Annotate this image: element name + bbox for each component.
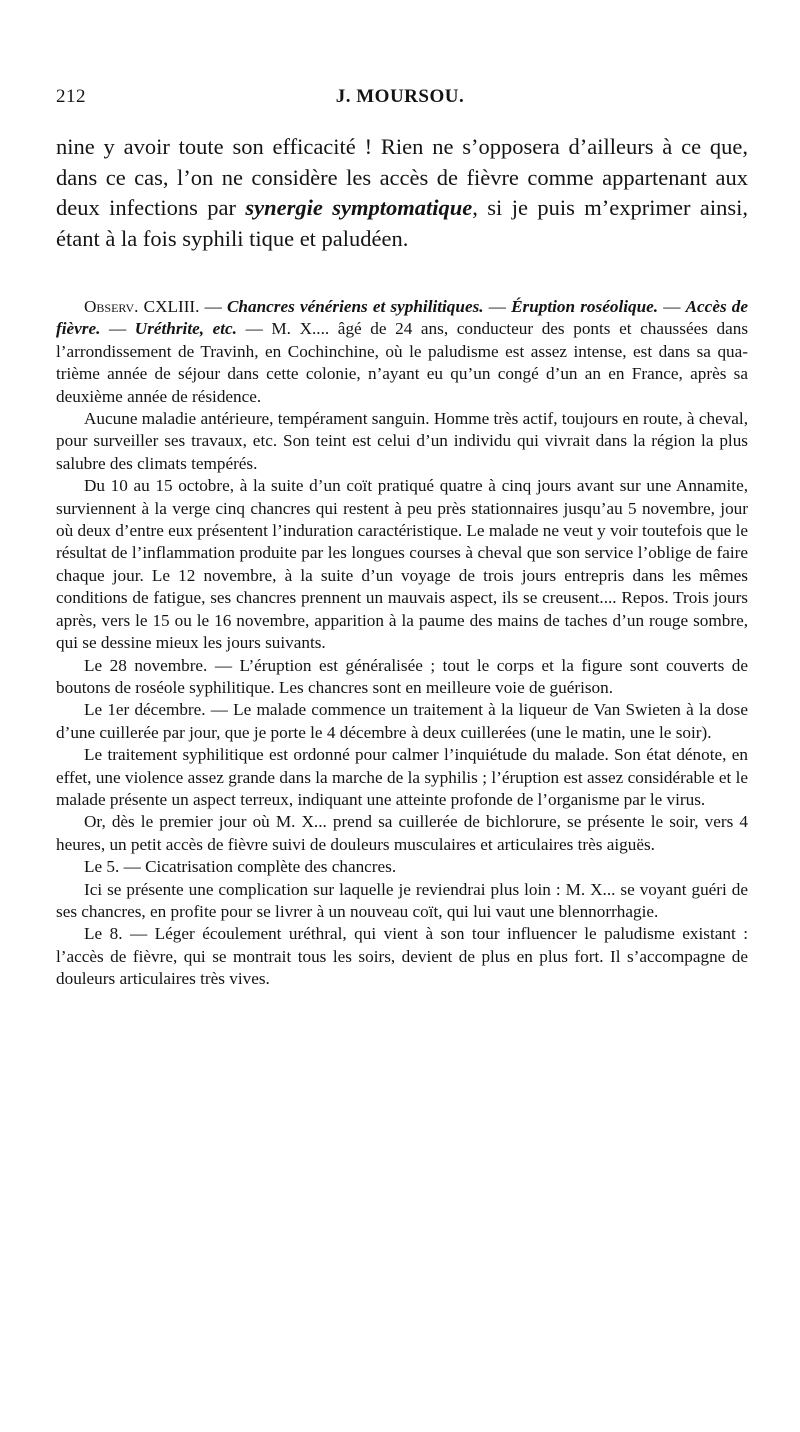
intro-block bbox=[56, 132, 748, 254]
paragraph: Le 5. — Cicatrisation complète des chancres. bbox=[84, 857, 397, 877]
paragraph: Ici se présente une complication sur laquelle je reviendrai plus loin : M. X... se voyant guéri de ses chancres, en profite pour se livrer à un nouveau coït, qui lui vaut une blennorrhagie. bbox=[56, 879, 748, 921]
observation-title-3: Accès de fièvre. bbox=[56, 297, 749, 339]
observation-title-1: Chancres vénériens et syphilitiques. bbox=[226, 297, 484, 316]
intro-paragraph: nine y avoir toute son efficacité ! Rien ne s’opposera d’ailleurs à ce que, dans ce cas, l’on ne considère les accès de fièvre comme appartenant aux deux infections par synergie symptomatique, si je puis m’exprimer ainsi, étant à la fois syphili tique et paludéen. bbox=[56, 134, 748, 251]
observation-title-4: Uréthrite, etc. bbox=[134, 319, 237, 339]
observation-block bbox=[56, 296, 748, 991]
observation-body: — M. X.... âgé de 24 ans, conducteur des ponts et chaussées dans l’arrondissement de Travinh, en Cochinchine, où le paludisme est assez intense, est dans sa quatrième année de séjour dans cette colonie, n’ayant eu qu’un congé d’un an en France, après sa deuxième année de résidence. bbox=[56, 319, 749, 406]
paragraph: Le traitement syphilitique est ordonné pour calmer l’inquiétude du malade. Son état dénote, en effet, une violence assez grande dans la marche de la syphilis ; l’éruption est assez considérable et le malade présente un aspect terreux, indiquant une atteinte profonde de l’organisme par le virus. bbox=[56, 745, 748, 809]
paragraph: Aucune maladie antérieure, tempérament sanguin. Homme très actif, toujours en route, à cheval, pour surveiller ses travaux, etc. Son teint est celui d’un individu qui vivrait dans la région la plus salubre des climats tempérés. bbox=[56, 409, 748, 473]
intro-emphasis: synergie symptomatique bbox=[245, 195, 473, 220]
running-head bbox=[56, 86, 744, 112]
paragraph: Le 8. — Léger écoulement uréthral, qui vient à son tour influencer le paludisme existant : l’accès de fièvre, qui se montrait tous les soirs, devient de plus en plus fort. Il s’accompagne de douleurs articulaires très vives. bbox=[56, 924, 748, 989]
observation-label: Observ. bbox=[84, 297, 139, 316]
running-head-author: J. MOURSOU. bbox=[335, 86, 465, 107]
page-number: 212 bbox=[56, 86, 86, 107]
paragraph: Or, dès le premier jour où M. X... prend sa cuillerée de bichlorure, se présente le soir, vers 4 heures, un petit accès de fièvre suivi de douleurs musculaires et articulaires très aiguës. bbox=[56, 812, 748, 854]
observation-title-2: Éruption roséolique. bbox=[511, 297, 659, 316]
paragraph: Du 10 au 15 octobre, à la suite d’un coït pratiqué quatre à cinq jours avant sur une Annamite, surviennent à la verge cinq chancres qui restent à peu près stationnaires jusqu’au 5 novembre, jour où deux d’entre eux présentent l’induration caractéristique. Le malade ne veut y voir toutefois que le résultat de l’inflammation produite par les longues courses à cheval que son service l’oblige de faire chaque jour. Le 12 novembre, à la suite d’un voyage de trois jours entrepris dans les mêmes conditions de fatigue, ses chancres prennent un mauvais aspect, ils se creusent.... Repos. Trois jours après, vers le 15 ou le 16 novembre, apparition à la paume des mains de taches d’un rouge sombre, qui se dessine mieux les jours suivants. bbox=[56, 476, 749, 653]
observation-number: CXLIII. bbox=[143, 297, 200, 316]
observation-heading-paragraph: Observ. CXLIII. — Chancres vénériens et syphilitiques. — Éruption roséolique. — Accès de fièvre. — Uréthrite, etc. — M. X.... âgé de 24 ans, conducteur des ponts et chaussées dans l’arrondissement de Travinh, en Cochinchine, où le paludisme est assez intense, est dans sa quatrième année de séjour dans cette colonie, n’ayant eu qu’un congé d’un an en France, après sa deuxième année de résidence. bbox=[56, 297, 749, 406]
paragraph: Le 1er décembre. — Le malade commence un traitement à la liqueur de Van Swieten à la dose d’une cuillerée par jour, que je porte le 4 décembre à deux cuillerées (une le matin, une le soir). bbox=[56, 700, 748, 742]
paragraph: Le 28 novembre. — L’éruption est généralisée ; tout le corps et la figure sont couverts de boutons de roséole syphilitique. Les chancres sont en meilleure voie de guérison. bbox=[56, 655, 748, 697]
